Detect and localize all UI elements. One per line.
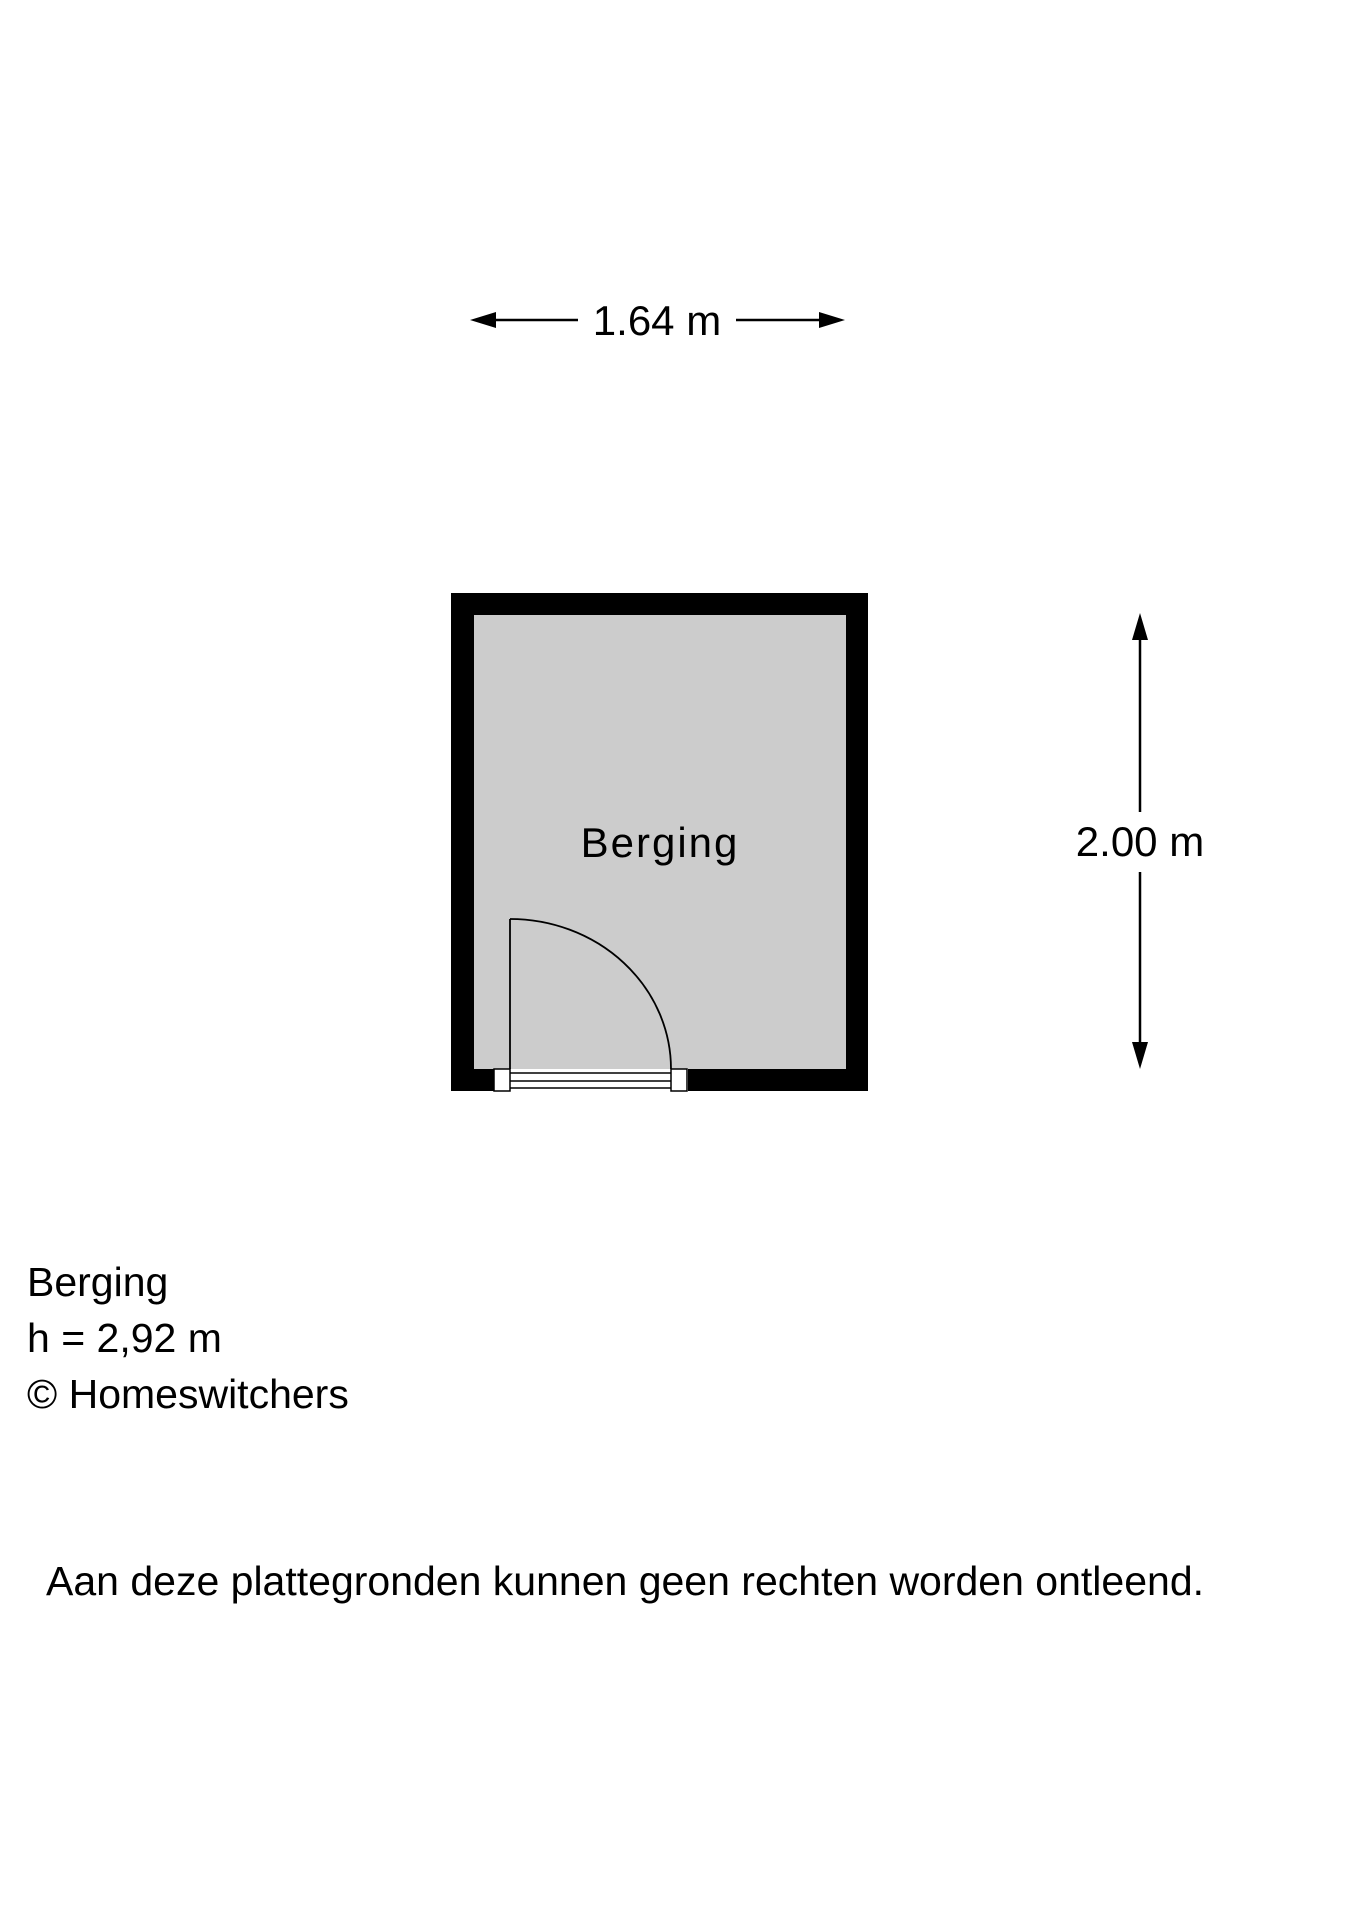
height-dimension [1076,613,1204,1069]
door-frame-right [671,1069,687,1091]
disclaimer-text: Aan deze plattegronden kunnen geen rechten worden ontleend. [46,1558,1205,1604]
legend-copyright: © Homeswitchers [27,1371,349,1417]
width-dimension [470,297,845,344]
room-berging [451,593,868,1092]
legend-ceiling-height: h = 2,92 m [27,1315,222,1361]
arrow-up-icon [1132,613,1148,640]
door-frame-left [494,1069,510,1091]
width-dimension-label: 1.64 m [592,297,722,344]
room-info-legend [27,1254,349,1422]
arrow-left-icon [470,312,496,328]
arrow-down-icon [1132,1042,1148,1069]
room-label: Berging [580,819,740,866]
arrow-right-icon [819,312,845,328]
height-dimension-label: 2.00 m [1075,818,1205,865]
legend-room-name: Berging [27,1259,169,1305]
